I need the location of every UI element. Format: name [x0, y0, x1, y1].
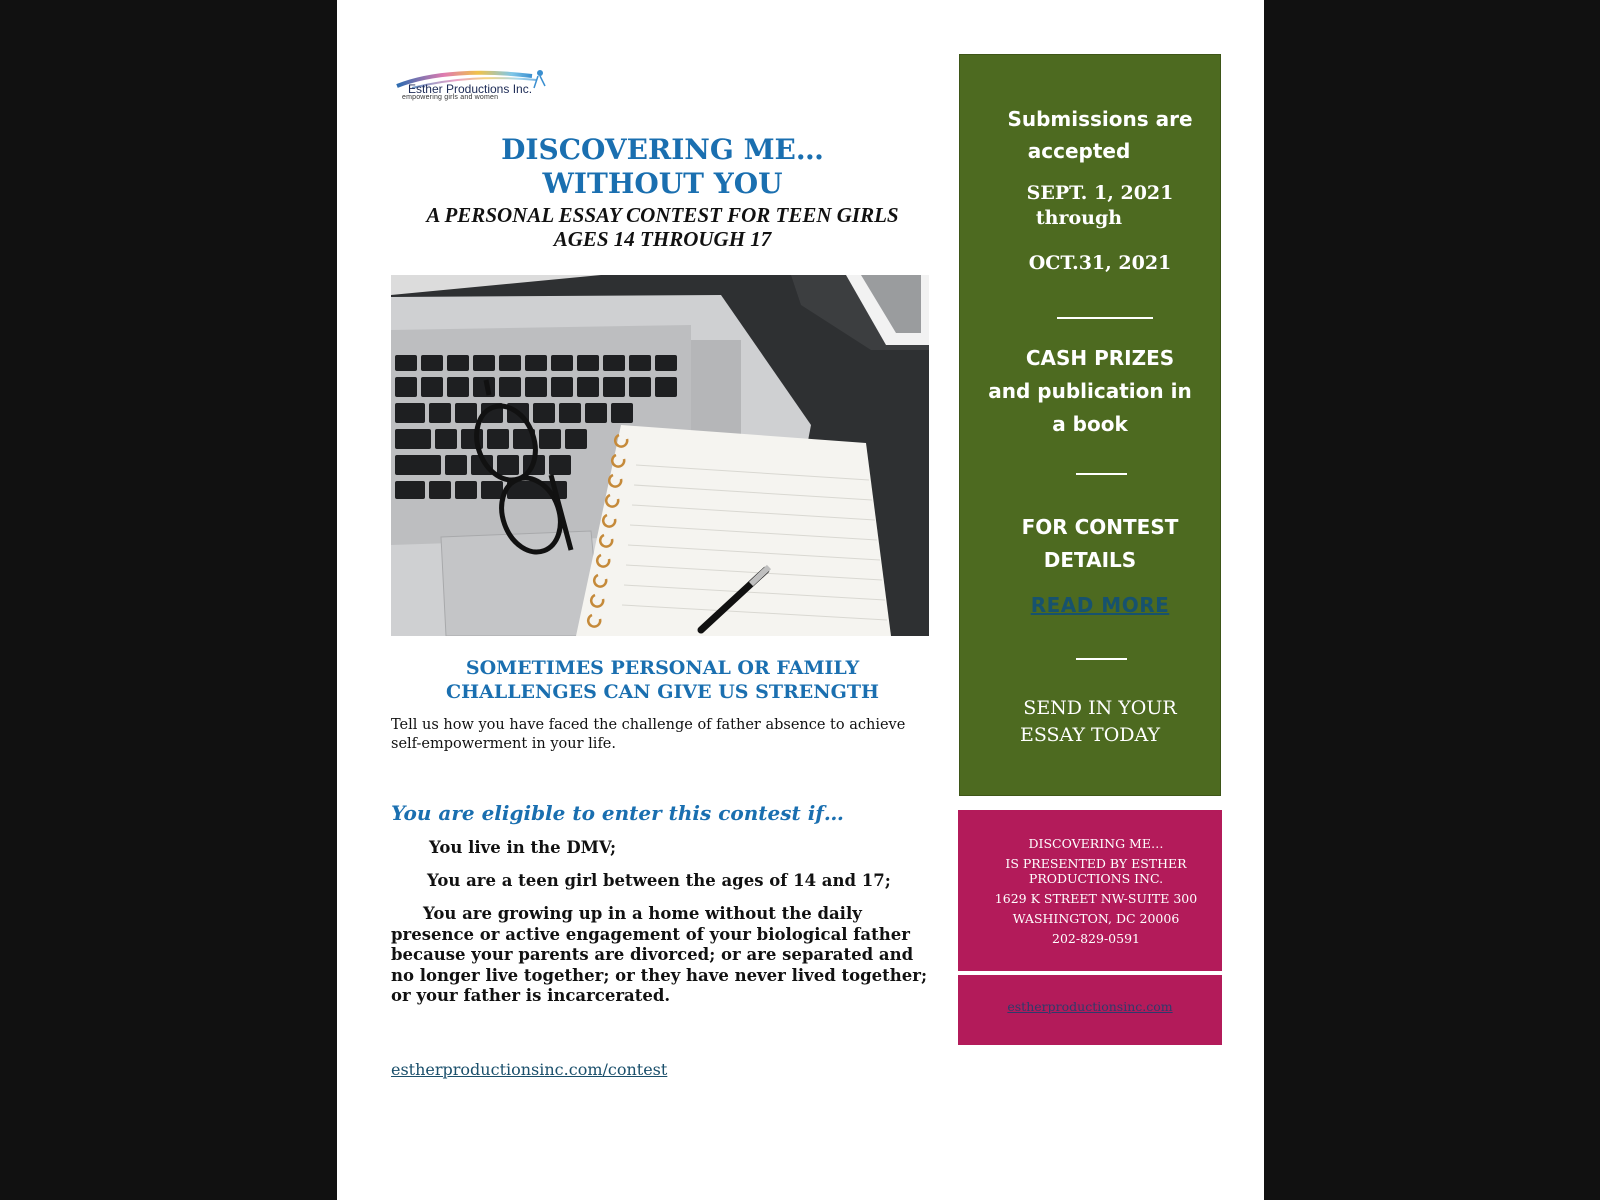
- page-title: [390, 133, 935, 201]
- contest-details-text: [960, 511, 1220, 577]
- challenge-heading: [390, 656, 935, 704]
- send-line-1: SEND IN YOUR: [1023, 697, 1177, 719]
- cash-prizes-text: [960, 342, 1220, 441]
- info-phone: 202-829-0591: [1052, 931, 1140, 946]
- divider: [1076, 473, 1127, 475]
- challenge-line-1: SOMETIMES PERSONAL OR FAMILY: [465, 657, 860, 679]
- subtitle-line-1: A PERSONAL ESSAY CONTEST FOR TEEN GIRLS: [426, 203, 899, 227]
- start-date: [960, 181, 1220, 231]
- send-line-2: ESSAY TODAY: [1019, 724, 1161, 746]
- eligibility-criterion: You are a teen girl between the ages of 14 and 17;: [427, 871, 891, 890]
- subtitle-line-2: AGES 14 THROUGH 17: [553, 227, 772, 251]
- presented-line-1: IS PRESENTED BY ESTHER: [1005, 856, 1187, 871]
- start-date-text: SEPT. 1, 2021: [1026, 182, 1174, 204]
- eligibility-criterion: You are growing up in a home without the daily presence or active engagement of your biological father because your parents are divorced; or are separated and no longer live together; or they have never lived together; or your father is incarcerated.: [391, 904, 928, 1005]
- info-address: 1629 K STREET NW-SUITE 300: [994, 891, 1198, 906]
- eligibility-criterion: You live in the DMV;: [429, 838, 617, 857]
- page-subtitle: [390, 203, 935, 251]
- website-link-box: [958, 975, 1222, 1045]
- title-line-2: WITHOUT YOU: [542, 167, 783, 200]
- end-date: OCT.31, 2021: [1028, 252, 1172, 274]
- logo-tagline: empowering girls and women: [402, 94, 499, 101]
- send-essay-text: [960, 695, 1220, 749]
- challenge-line-2: CHALLENGES CAN GIVE US STRENGTH: [446, 681, 879, 703]
- flyer-page: [337, 0, 1264, 1200]
- divider: [1057, 317, 1153, 319]
- read-more-link[interactable]: READ MORE: [1030, 593, 1170, 617]
- prizes-line-2: and publication in: [988, 379, 1192, 403]
- info-city: WASHINGTON, DC 20006: [1012, 911, 1180, 926]
- submissions-line-1: Submissions are: [1007, 107, 1193, 131]
- presented-line-2: PRODUCTIONS INC.: [1028, 871, 1164, 886]
- eligibility-heading: You are eligible to enter this contest if…: [391, 801, 844, 825]
- title-line-1: DISCOVERING ME…: [501, 133, 824, 166]
- laptop-notebook-photo: [391, 275, 929, 636]
- intro-paragraph: Tell us how you have faced the challenge of father absence to achieve self-empowerment in your life.: [391, 717, 906, 752]
- info-presented-by: [958, 856, 1222, 886]
- prizes-line-3: a book: [1052, 412, 1128, 436]
- details-line-2: DETAILS: [1043, 548, 1137, 572]
- presenter-info-box: [958, 810, 1222, 971]
- contest-link[interactable]: estherproductionsinc.com/contest: [391, 1060, 668, 1079]
- through-text: through: [1035, 207, 1123, 229]
- prizes-line-1: CASH PRIZES: [1025, 346, 1175, 370]
- submissions-accepted-text: [960, 103, 1220, 167]
- submission-info-panel: [959, 54, 1221, 796]
- logo-brand-text: Esther Productions Inc.: [407, 82, 533, 96]
- details-line-1: FOR CONTEST: [1021, 515, 1179, 539]
- submissions-line-2: accepted: [1027, 139, 1131, 163]
- website-link[interactable]: estherproductionsinc.com: [1007, 999, 1173, 1014]
- info-title: DISCOVERING ME…: [1028, 836, 1164, 851]
- divider: [1076, 658, 1127, 660]
- esther-productions-logo: [390, 68, 550, 104]
